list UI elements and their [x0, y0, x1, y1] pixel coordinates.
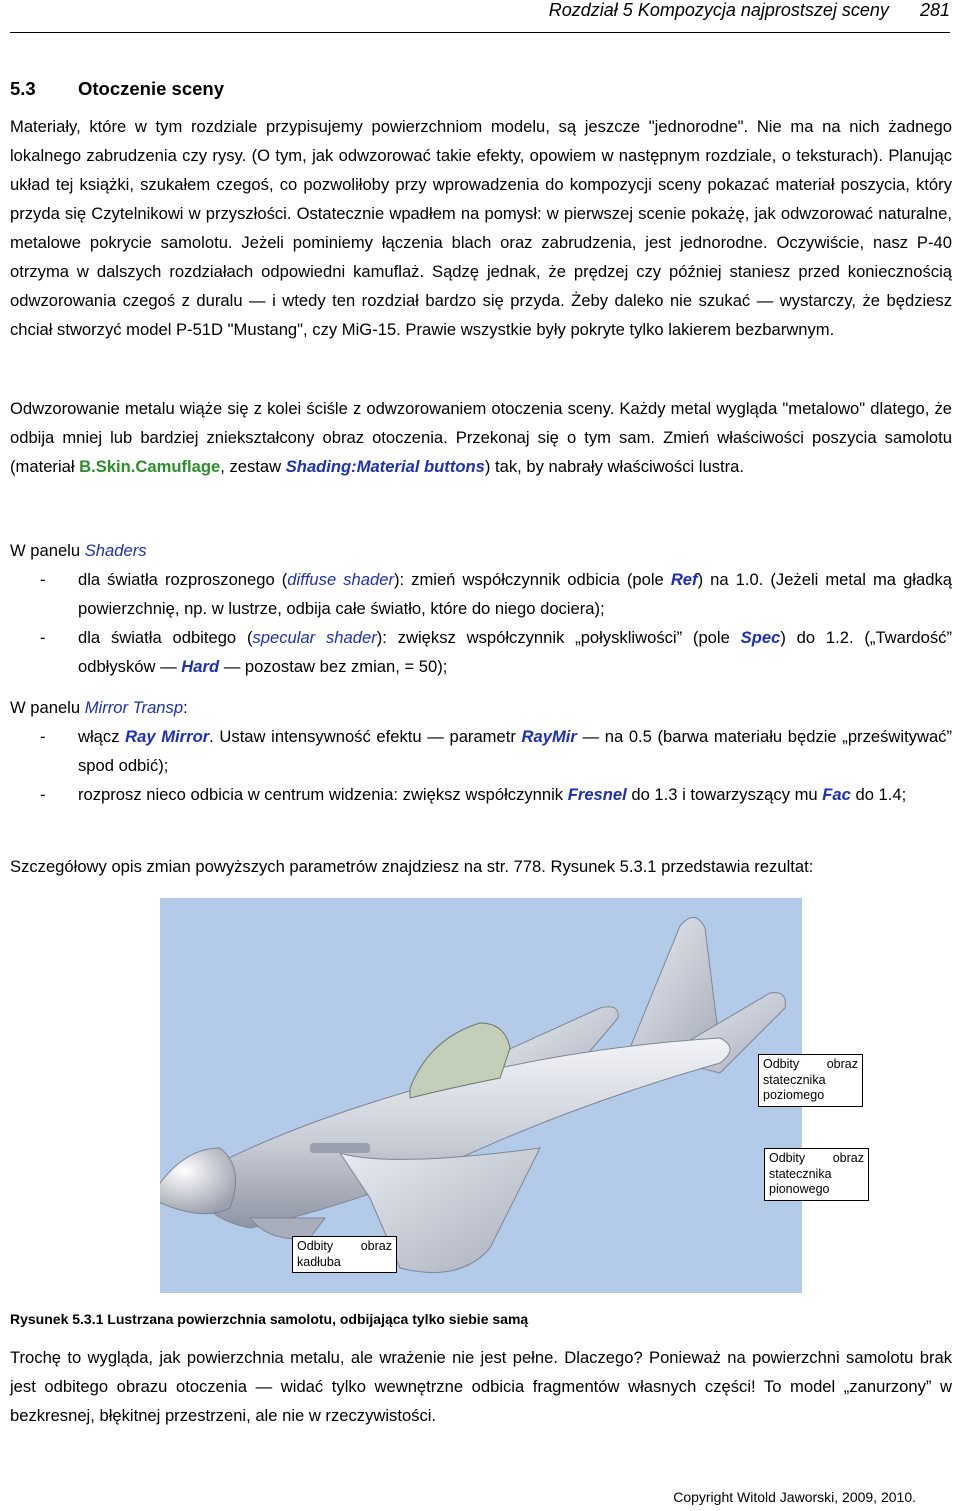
- text-span: włącz: [78, 727, 126, 746]
- shaders-panel-name: Shaders: [84, 541, 147, 560]
- list-item: [10, 722, 952, 780]
- airplane-figure: [160, 898, 864, 1293]
- text-span: — pozostaw bez zmian, = 50);: [219, 657, 448, 676]
- intro-paragraph: Materiały, które w tym rozdziale przypisujemy powierzchniom modelu, są jeszcze "jednorodne". Nie ma na nich żadnego lokalnego zabrudzenia czy rysy. (O tym, jak odwzorować takie efekty, opowiem w następnym rozdziale, o teksturach). Planując układ tej książki, szukałem czegoś, co pozwoliłoby przy wprowadzenia do kompozycji sceny pokazać materiał poszycia, który przyda się Czytelnikowi w przyszłości. Ostatecznie wpadłem na pomysł: w pierwszej scenie pokażę, jak odwzorować naturalne, metalowe pokrycie samolotu. Jeżeli pominiemy łączenia blach oraz zabrudzenia, jest jednorodne. Oczywiście, nasz P-40 otrzyma w dalszych rozdziałach odpowiedni kamuflaż. Sądzę jednak, że prędzej czy później staniesz przed koniecznością odwzorowania czegoś z duralu — i wtedy ten rozdział bardzo się przyda. Żeby daleko nie szukać — wystarczy, że będziesz chciał stworzyć model P-51D "Mustang", czy MiG-15. Prawie wszystkie były pokryte tylko lakierem bezbarwnym.: [10, 117, 952, 339]
- diffuse-shader-term: diffuse shader: [287, 570, 394, 589]
- specular-shader-term: specular shader: [252, 628, 377, 647]
- text-span: dla światła rozproszonego (: [78, 570, 288, 589]
- chapter-title: Rozdział 5 Kompozycja najprostszej sceny: [548, 0, 889, 20]
- text-span: do 1.4;: [850, 785, 907, 804]
- list-dash: -: [40, 570, 46, 589]
- text-span: :: [183, 698, 188, 717]
- exhaust: [310, 1143, 370, 1153]
- callout-fuselage: Odbity obraz kadłuba: [292, 1236, 397, 1273]
- ray-mirror-term: Ray Mirror: [125, 727, 210, 746]
- text-span: W panelu: [10, 541, 85, 560]
- mirror-panel-name: Mirror Transp: [84, 698, 184, 717]
- section-number: 5.3: [10, 78, 36, 99]
- text-span: dla światła odbitego (: [78, 628, 253, 647]
- text-span: rozprosz nieco odbicia w centrum widzenia: zwiększ współczynnik: [78, 785, 568, 804]
- buttons-reference: Shading:Material buttons: [285, 457, 485, 476]
- ref-field: Ref: [670, 570, 698, 589]
- spec-field: Spec: [740, 628, 781, 647]
- list-item: [10, 623, 952, 681]
- list-dash: -: [40, 785, 46, 804]
- spinner: [160, 1148, 236, 1214]
- page-header: [10, 0, 950, 28]
- text-span: W panelu: [10, 698, 85, 717]
- mirror-intro: [10, 693, 952, 722]
- section-heading: [10, 78, 224, 100]
- hard-field: Hard: [181, 657, 220, 676]
- list-item: [10, 780, 952, 809]
- header-rule: [10, 32, 950, 33]
- text-span: — na 0.5 (barwa materiału będzie „prześwitywać” spod odbić);: [78, 727, 953, 775]
- text-span: ) tak, by nabrały właściwości lustra.: [484, 457, 744, 476]
- shaders-intro: [10, 536, 952, 565]
- mirror-list: [10, 722, 952, 809]
- summary-paragraph: Szczegółowy opis zmian powyższych parametrów znajdziesz na str. 778. Rysunek 5.3.1 przedstawia rezultat:: [10, 857, 814, 876]
- callout-vertical-stabilizer: Odbity obraz statecznika pionowego: [764, 1148, 869, 1201]
- material-name: B.Skin.Camuflage: [79, 457, 221, 476]
- list-dash: -: [40, 727, 46, 746]
- metal-paragraph: [10, 394, 952, 481]
- text-span: Odwzorowanie metalu wiąże się z kolei ściśle z odwzorowaniem otoczenia sceny. Każdy metal wygląda "metalowo" dlatego, że odbija mniej lub bardziej zniekształcony obraz otoczenia. Przekonaj się o tym sam. Zmień właściwości poszycia samolotu (materiał: [10, 399, 952, 476]
- callout-horizontal-stabilizer: Odbity obraz statecznika poziomego: [758, 1054, 863, 1107]
- section-title: Otoczenie sceny: [78, 78, 225, 99]
- closing-paragraph: Trochę to wygląda, jak powierzchnia metalu, ale wrażenie nie jest pełne. Dlaczego? Ponieważ na powierzchni samolotu brak jest odbitego obrazu otoczenia — widać tylko wewnętrzne odbicia fragmentów własnych części! To model „zanurzony” w bezkresnej, błękitnej przestrzeni, ale nie w rzeczywistości.: [10, 1348, 952, 1425]
- list-item: [10, 565, 952, 623]
- text-span: ) do 1.2. („Twardość” odbłysków —: [78, 628, 952, 676]
- raymir-field: RayMir: [521, 727, 577, 746]
- text-span: . Ustaw intensywność efektu — parametr: [209, 727, 522, 746]
- page-number: 281: [919, 0, 950, 20]
- text-span: ) na 1.0. (Jeżeli metal ma gładką powierzchnię, np. w lustrze, odbija całe światło, które do niego dociera);: [78, 570, 952, 618]
- copyright-footer: Copyright Witold Jaworski, 2009, 2010.: [673, 1489, 916, 1505]
- airplane-render: [160, 898, 802, 1293]
- text-span: ): zmień współczynnik odbicia (pole: [393, 570, 671, 589]
- text-span: do 1.3 i towarzyszący mu: [626, 785, 823, 804]
- text-span: ): zwiększ współczynnik „połyskliwości” (pole: [376, 628, 741, 647]
- text-span: , zestaw: [220, 457, 286, 476]
- fac-field: Fac: [822, 785, 851, 804]
- shaders-section: [10, 536, 952, 681]
- shaders-list: [10, 565, 952, 681]
- figure-caption: Rysunek 5.3.1 Lustrzana powierzchnia samolotu, odbijająca tylko siebie samą: [10, 1311, 529, 1327]
- vertical-stabilizer: [630, 917, 720, 1048]
- list-dash: -: [40, 628, 46, 647]
- fresnel-field: Fresnel: [567, 785, 627, 804]
- mirror-section: [10, 693, 952, 809]
